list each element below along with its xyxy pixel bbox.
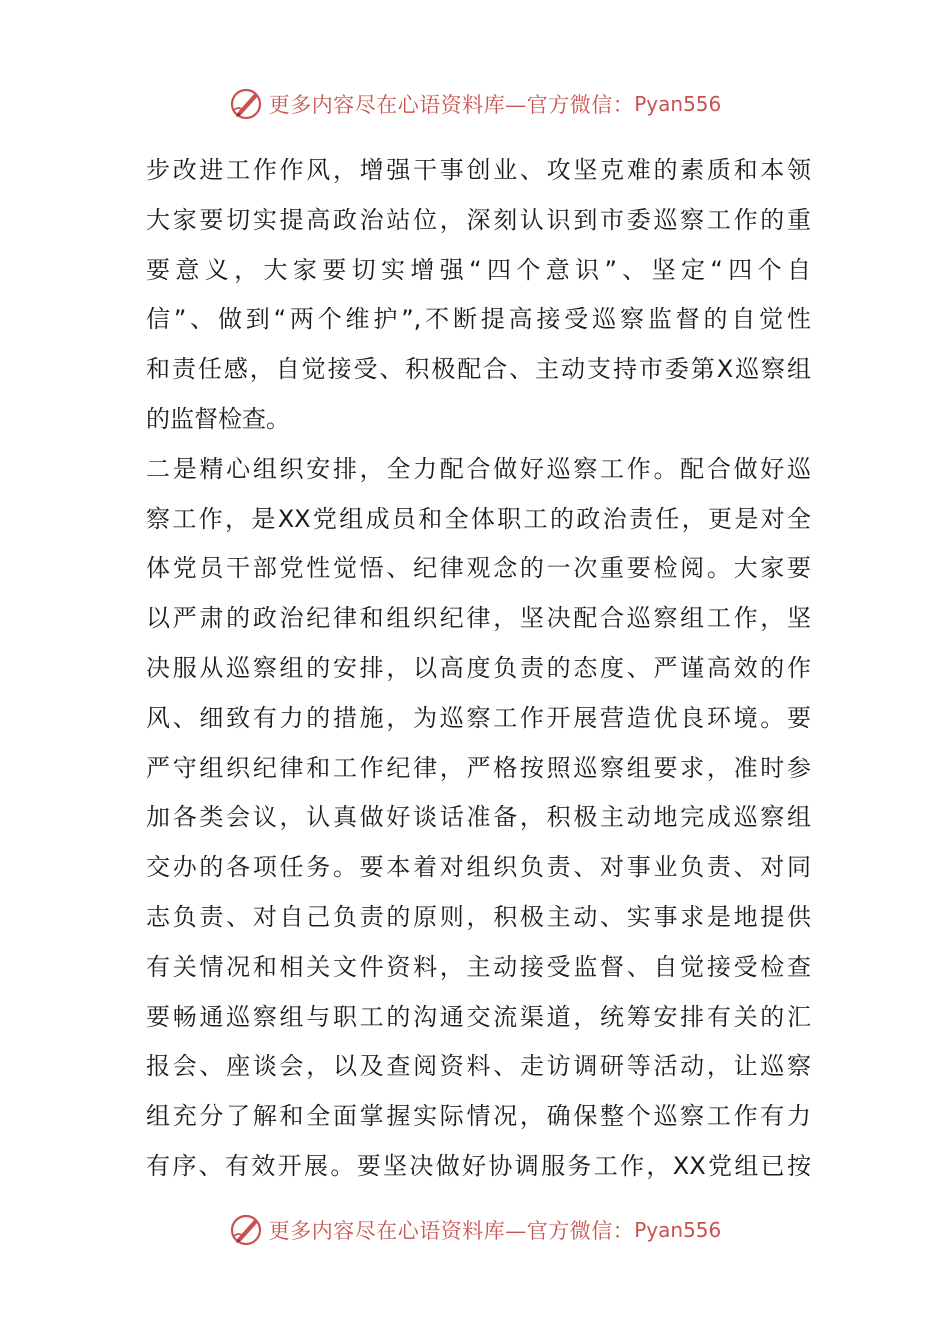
header-banner <box>0 84 950 124</box>
text-line: 严守组织纪律和工作纪律，严格按照巡察组要求，准时参 <box>146 753 811 782</box>
body-text <box>146 146 811 1192</box>
header-banner-contact: Pyan556 <box>634 92 722 116</box>
text-line: 信”、做到“两个维护”,不断提高接受巡察监督的自觉性 <box>146 305 811 334</box>
text-line: 体党员干部党性觉悟、纪律观念的一次重要检阅。大家要 <box>146 554 811 583</box>
text-line: 报会、座谈会，以及查阅资料、走访调研等活动，让巡察 <box>146 1052 811 1081</box>
text-line: 交办的各项任务。要本着对组织负责、对事业负责、对同 <box>146 853 811 882</box>
text-line: 志负责、对自己负责的原则，积极主动、实事求是地提供 <box>146 902 811 931</box>
text-line: 要畅通巡察组与职工的沟通交流渠道，统筹安排有关的汇 <box>146 1002 811 1031</box>
footer-banner-contact: Pyan556 <box>634 1218 722 1242</box>
text-line: 以严肃的政治纪律和组织纪律，坚决配合巡察组工作，坚 <box>146 604 811 633</box>
text-line: 的监督检查。 <box>146 404 290 433</box>
text-line: 加各类会议，认真做好谈话准备，积极主动地完成巡察组 <box>146 803 811 832</box>
text-line: 要意义，大家要切实增强“四个意识”、坚定“四个自 <box>146 255 811 284</box>
text-line: 组充分了解和全面掌握实际情况，确保整个巡察工作有力 <box>146 1102 811 1131</box>
text-line: 和责任感，自觉接受、积极配合、主动支持市委第X巡察组 <box>146 355 811 384</box>
text-line: 决服从巡察组的安排，以高度负责的态度、严谨高效的作 <box>146 653 811 682</box>
text-line: 二是精心组织安排，全力配合做好巡察工作。配合做好巡 <box>146 454 811 483</box>
text-line: 有序、有效开展。要坚决做好协调服务工作，XX党组已按 <box>146 1151 811 1180</box>
footer-banner <box>0 1210 950 1250</box>
footer-banner-title: 更多内容尽在心语资料库—官方微信： <box>268 1219 635 1243</box>
pen-circle-logo-icon <box>229 1212 265 1248</box>
text-line: 察工作，是XX党组成员和全体职工的政治责任，更是对全 <box>146 504 811 533</box>
text-line: 步改进工作作风，增强干事创业、攻坚克难的素质和本领 <box>146 156 811 184</box>
header-banner-title: 更多内容尽在心语资料库—官方微信： <box>268 93 635 117</box>
text-line: 有关情况和相关文件资料，主动接受监督、自觉接受检查 <box>146 952 811 981</box>
text-line: 大家要切实提高政治站位，深刻认识到市委巡察工作的重 <box>146 205 811 234</box>
text-line: 风、细致有力的措施，为巡察工作开展营造优良环境。要 <box>146 703 811 732</box>
pen-circle-logo-icon <box>229 86 265 122</box>
